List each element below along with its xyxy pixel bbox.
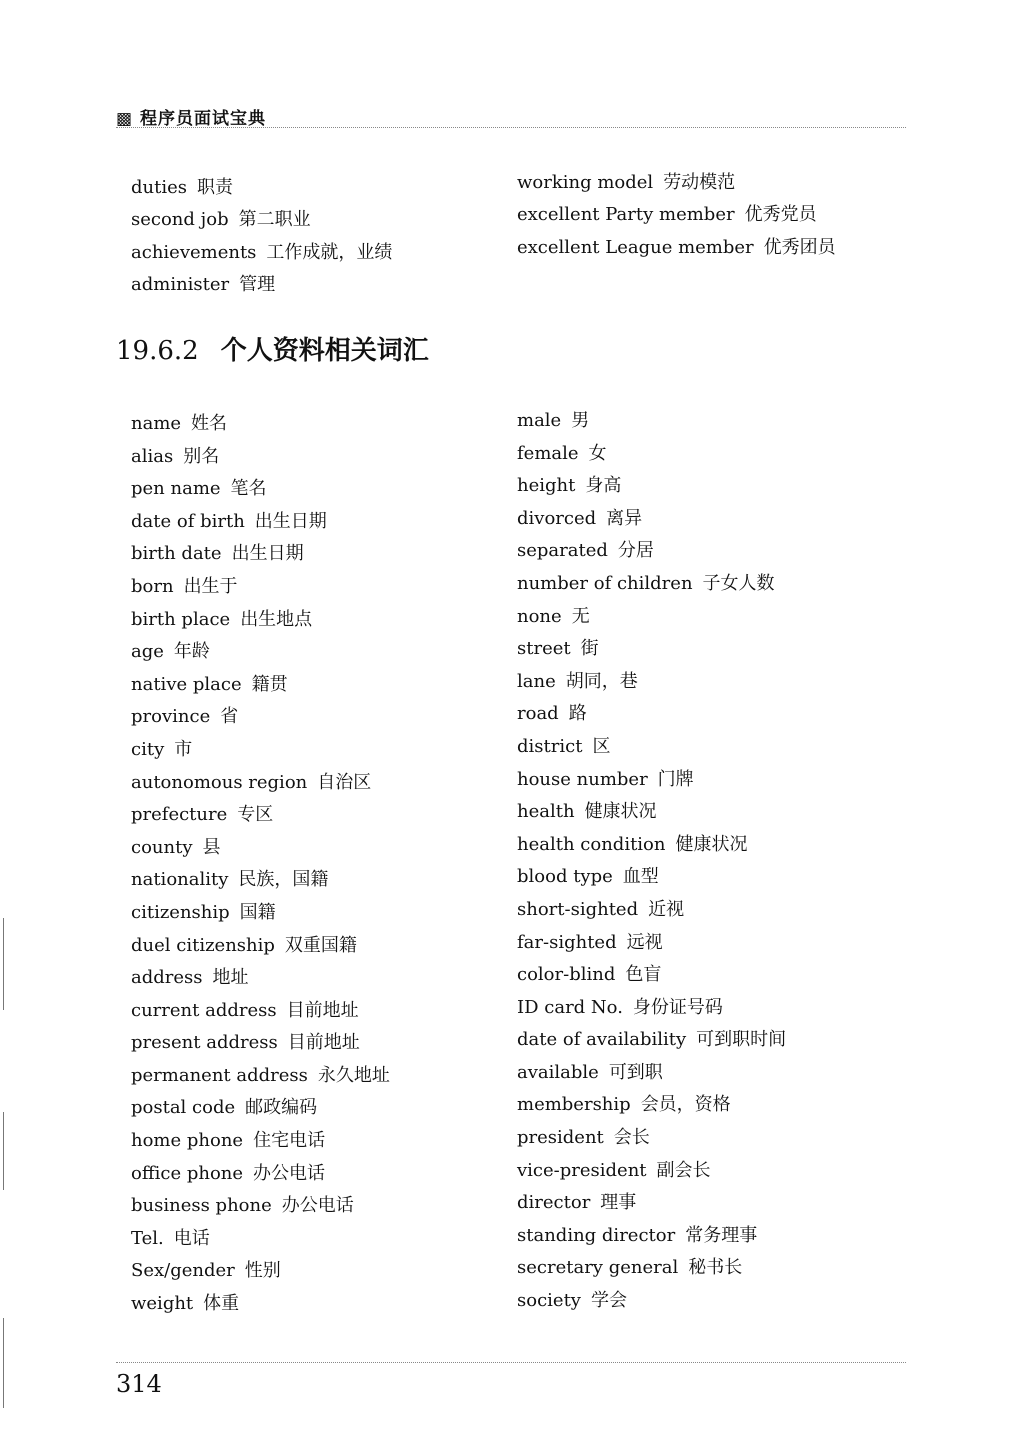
vocab-translation: 路 <box>568 703 587 725</box>
vocab-term: district <box>517 735 583 757</box>
vocab-translation: 会员，资格 <box>640 1094 731 1116</box>
vocab-term: far-sighted <box>517 931 617 953</box>
vocab-translation: 电话 <box>173 1227 210 1249</box>
margin-line <box>3 1112 4 1190</box>
vocab-translation: 分居 <box>617 540 654 562</box>
vocab-entry <box>517 405 786 438</box>
vocab-translation: 男 <box>571 410 590 431</box>
vocab-translation: 年龄 <box>173 641 210 663</box>
vocab-translation: 姓名 <box>191 413 228 434</box>
vocab-entry <box>131 441 390 474</box>
vocab-entry <box>517 1187 786 1220</box>
footer-rule <box>116 1362 906 1363</box>
vocab-term: weight <box>131 1293 194 1315</box>
vocab-entry <box>131 408 390 441</box>
vocab-entry <box>517 959 786 992</box>
vocab-term: male <box>517 410 562 431</box>
vocab-term: lane <box>517 670 556 692</box>
vocab-translation: 办公电话 <box>253 1162 326 1184</box>
vocab-translation: 理事 <box>600 1192 637 1214</box>
header-rule <box>116 127 906 128</box>
vocab-translation: 自治区 <box>317 771 372 793</box>
vocab-term: name <box>131 413 182 434</box>
vocab-entry <box>131 538 390 571</box>
vocab-translation: 职责 <box>197 177 233 198</box>
vocab-term: none <box>517 605 562 627</box>
vocab-term: citizenship <box>131 901 230 923</box>
vocab-term: nationality <box>131 869 229 891</box>
vocab-term: prefecture <box>131 804 228 826</box>
margin-line <box>3 918 4 1010</box>
margin-line <box>3 1318 4 1408</box>
vocab-term: native place <box>131 673 242 695</box>
vocab-translation: 办公电话 <box>281 1195 354 1217</box>
vocab-term: blood type <box>517 866 613 888</box>
vocab-entry <box>517 633 786 666</box>
vocab-translation: 出生日期 <box>231 543 304 565</box>
running-header <box>116 104 266 129</box>
vocab-translation: 色盲 <box>625 964 662 986</box>
vocab-entry <box>131 1190 390 1223</box>
vocab-entry <box>131 799 390 832</box>
vocab-translation: 副会长 <box>656 1159 711 1181</box>
vocab-translation: 学会 <box>590 1290 627 1312</box>
vocab-entry <box>131 571 390 604</box>
vocab-term: achievements <box>131 241 257 263</box>
vocab-entry <box>517 927 786 960</box>
vocab-entry <box>131 473 390 506</box>
vocab-term: membership <box>517 1094 631 1116</box>
vocab-term: date of availability <box>517 1029 687 1051</box>
vocab-term: county <box>131 836 193 858</box>
vocab-entry <box>517 764 786 797</box>
vocab-translation: 健康状况 <box>584 801 657 823</box>
vocab-term: female <box>517 442 579 464</box>
vocab-translation: 住宅电话 <box>253 1130 326 1152</box>
vocab-entry <box>517 698 786 731</box>
vocab-entry <box>131 1027 390 1060</box>
vocab-translation: 胡同，巷 <box>565 670 638 692</box>
left-vocab-column <box>131 408 390 1321</box>
top-right-column <box>517 167 836 264</box>
vocab-term: administer <box>131 273 230 295</box>
vocab-term: born <box>131 575 174 597</box>
vocab-translation: 籍贯 <box>251 673 288 695</box>
vocab-entry <box>131 995 390 1028</box>
vocab-translation: 体重 <box>203 1293 240 1315</box>
vocab-translation: 优秀党员 <box>744 204 817 226</box>
vocab-translation: 性别 <box>244 1260 281 1282</box>
vocab-term: excellent Party member <box>517 204 735 226</box>
vocab-entry <box>131 1060 390 1093</box>
vocab-translation: 省 <box>220 706 239 728</box>
vocab-term: age <box>131 641 164 663</box>
vocab-term: street <box>517 638 571 660</box>
vocab-translation: 血型 <box>622 866 659 888</box>
vocab-term: duel citizenship <box>131 934 275 956</box>
vocab-translation: 出生地点 <box>240 608 313 630</box>
vocab-translation: 无 <box>571 605 590 627</box>
vocab-term: height <box>517 475 576 497</box>
vocab-entry <box>131 832 390 865</box>
vocab-translation: 出生日期 <box>254 510 327 532</box>
vocab-translation: 劳动模范 <box>663 172 736 193</box>
vocab-translation: 工作成就，业绩 <box>266 241 393 263</box>
vocab-entry <box>517 438 786 471</box>
vocab-translation: 离异 <box>606 507 643 529</box>
vocab-term: office phone <box>131 1162 244 1184</box>
vocab-entry <box>517 666 786 699</box>
vocab-term: home phone <box>131 1130 244 1152</box>
vocab-translation: 国籍 <box>239 901 276 923</box>
vocab-term: Sex/gender <box>131 1260 235 1282</box>
vocab-translation: 地址 <box>212 967 249 989</box>
vocab-entry <box>131 1255 390 1288</box>
right-vocab-column <box>517 405 786 1318</box>
vocab-translation: 目前地址 <box>287 1032 360 1054</box>
vocab-term: excellent League member <box>517 236 754 258</box>
vocab-entry <box>517 894 786 927</box>
vocab-entry <box>517 861 786 894</box>
vocab-term: present address <box>131 1032 278 1054</box>
vocab-entry <box>517 1089 786 1122</box>
vocab-translation: 女 <box>588 442 607 464</box>
vocab-translation: 可到职时间 <box>696 1029 787 1051</box>
vocab-term: autonomous region <box>131 771 308 793</box>
vocab-term: pen name <box>131 478 221 500</box>
vocab-entry <box>517 1024 786 1057</box>
vocab-translation: 邮政编码 <box>245 1097 318 1119</box>
vocab-translation: 街 <box>580 638 599 660</box>
vocab-entry <box>517 601 786 634</box>
vocab-term: house number <box>517 768 648 790</box>
vocab-term: director <box>517 1192 591 1214</box>
header-title: 程序员面试宝典 <box>139 109 266 129</box>
vocab-entry <box>131 864 390 897</box>
vocab-entry <box>131 669 390 702</box>
vocab-entry <box>131 701 390 734</box>
vocab-term: health <box>517 801 575 823</box>
vocab-entry <box>517 470 786 503</box>
vocab-translation: 优秀团员 <box>763 236 836 258</box>
vocab-entry <box>517 167 836 199</box>
vocab-term: birth place <box>131 608 231 630</box>
vocab-entry <box>131 930 390 963</box>
vocab-term: separated <box>517 540 608 562</box>
vocab-term: duties <box>131 177 187 198</box>
vocab-entry <box>517 199 836 231</box>
vocab-term: vice-president <box>517 1159 647 1181</box>
vocab-entry <box>131 506 390 539</box>
vocab-translation: 双重国籍 <box>284 934 357 956</box>
vocab-entry <box>517 1122 786 1155</box>
vocab-translation: 可到职 <box>608 1061 663 1083</box>
vocab-entry <box>517 1057 786 1090</box>
vocab-term: available <box>517 1061 599 1083</box>
vocab-translation: 市 <box>174 738 193 760</box>
vocab-entry <box>517 535 786 568</box>
vocab-entry <box>517 829 786 862</box>
vocab-translation: 别名 <box>183 445 220 467</box>
vocab-term: postal code <box>131 1097 236 1119</box>
vocab-translation: 近视 <box>648 898 685 920</box>
vocab-translation: 出生于 <box>183 575 238 597</box>
vocab-entry <box>517 568 786 601</box>
vocab-translation: 管理 <box>239 273 276 295</box>
vocab-term: address <box>131 967 203 989</box>
vocab-entry <box>131 1092 390 1125</box>
vocab-entry <box>517 1252 786 1285</box>
vocab-entry <box>131 204 392 236</box>
section-number: 19.6.2 <box>116 336 199 366</box>
vocab-translation: 民族，国籍 <box>238 869 329 891</box>
vocab-entry <box>517 232 836 264</box>
vocab-translation: 身高 <box>585 475 622 497</box>
vocab-translation: 笔名 <box>230 478 267 500</box>
vocab-term: secretary general <box>517 1257 679 1279</box>
vocab-term: road <box>517 703 559 725</box>
vocab-term: working model <box>517 172 654 193</box>
vocab-translation: 秘书长 <box>688 1257 743 1279</box>
vocab-entry <box>131 604 390 637</box>
vocab-term: birth date <box>131 543 222 565</box>
vocab-entry <box>131 897 390 930</box>
page-number: 314 <box>116 1370 162 1398</box>
vocab-translation: 会长 <box>613 1127 650 1149</box>
vocab-translation: 门牌 <box>657 768 694 790</box>
vocab-entry <box>517 503 786 536</box>
vocab-translation: 常务理事 <box>685 1224 758 1246</box>
vocab-translation: 第二职业 <box>238 209 311 231</box>
vocab-translation: 健康状况 <box>675 833 748 855</box>
vocab-entry <box>131 1158 390 1191</box>
vocab-entry <box>517 1220 786 1253</box>
vocab-entry <box>131 734 390 767</box>
vocab-term: society <box>517 1290 581 1312</box>
vocab-entry <box>517 731 786 764</box>
vocab-translation: 区 <box>592 735 611 757</box>
vocab-term: second job <box>131 209 229 231</box>
vocab-translation: 目前地址 <box>286 999 359 1021</box>
top-left-column <box>131 172 392 301</box>
section-heading <box>116 330 429 367</box>
vocab-term: date of birth <box>131 510 245 532</box>
vocab-translation: 县 <box>202 836 221 858</box>
vocab-entry <box>131 962 390 995</box>
vocab-translation: 远视 <box>626 931 663 953</box>
vocab-entry <box>131 172 392 204</box>
section-title: 个人资料相关词汇 <box>220 336 429 366</box>
vocab-translation: 专区 <box>237 804 274 826</box>
vocab-term: province <box>131 706 211 728</box>
vocab-entry <box>131 767 390 800</box>
vocab-entry <box>131 1288 390 1321</box>
vocab-entry <box>131 237 392 269</box>
vocab-term: business phone <box>131 1195 272 1217</box>
vocab-entry <box>517 1155 786 1188</box>
vocab-term: current address <box>131 999 277 1021</box>
vocab-term: ID card No. <box>517 996 623 1018</box>
vocab-entry <box>131 1125 390 1158</box>
vocab-entry <box>131 636 390 669</box>
vocab-term: color-blind <box>517 964 616 986</box>
vocab-term: Tel. <box>131 1227 164 1249</box>
vocab-term: permanent address <box>131 1064 308 1086</box>
vocab-term: president <box>517 1127 604 1149</box>
vocab-translation: 身份证号码 <box>632 996 723 1018</box>
vocab-translation: 子女人数 <box>702 572 775 594</box>
vocab-term: health condition <box>517 833 666 855</box>
vocab-term: city <box>131 738 165 760</box>
vocab-term: short-sighted <box>517 898 639 920</box>
vocab-entry <box>517 796 786 829</box>
vocab-entry <box>131 269 392 301</box>
vocab-translation: 永久地址 <box>317 1064 390 1086</box>
vocab-term: number of children <box>517 572 693 594</box>
vocab-entry <box>517 1285 786 1318</box>
vocab-entry <box>131 1223 390 1256</box>
vocab-entry <box>517 992 786 1025</box>
vocab-term: alias <box>131 445 174 467</box>
vocab-term: standing director <box>517 1224 676 1246</box>
header-mark: ▩ <box>116 109 134 129</box>
vocab-term: divorced <box>517 507 597 529</box>
